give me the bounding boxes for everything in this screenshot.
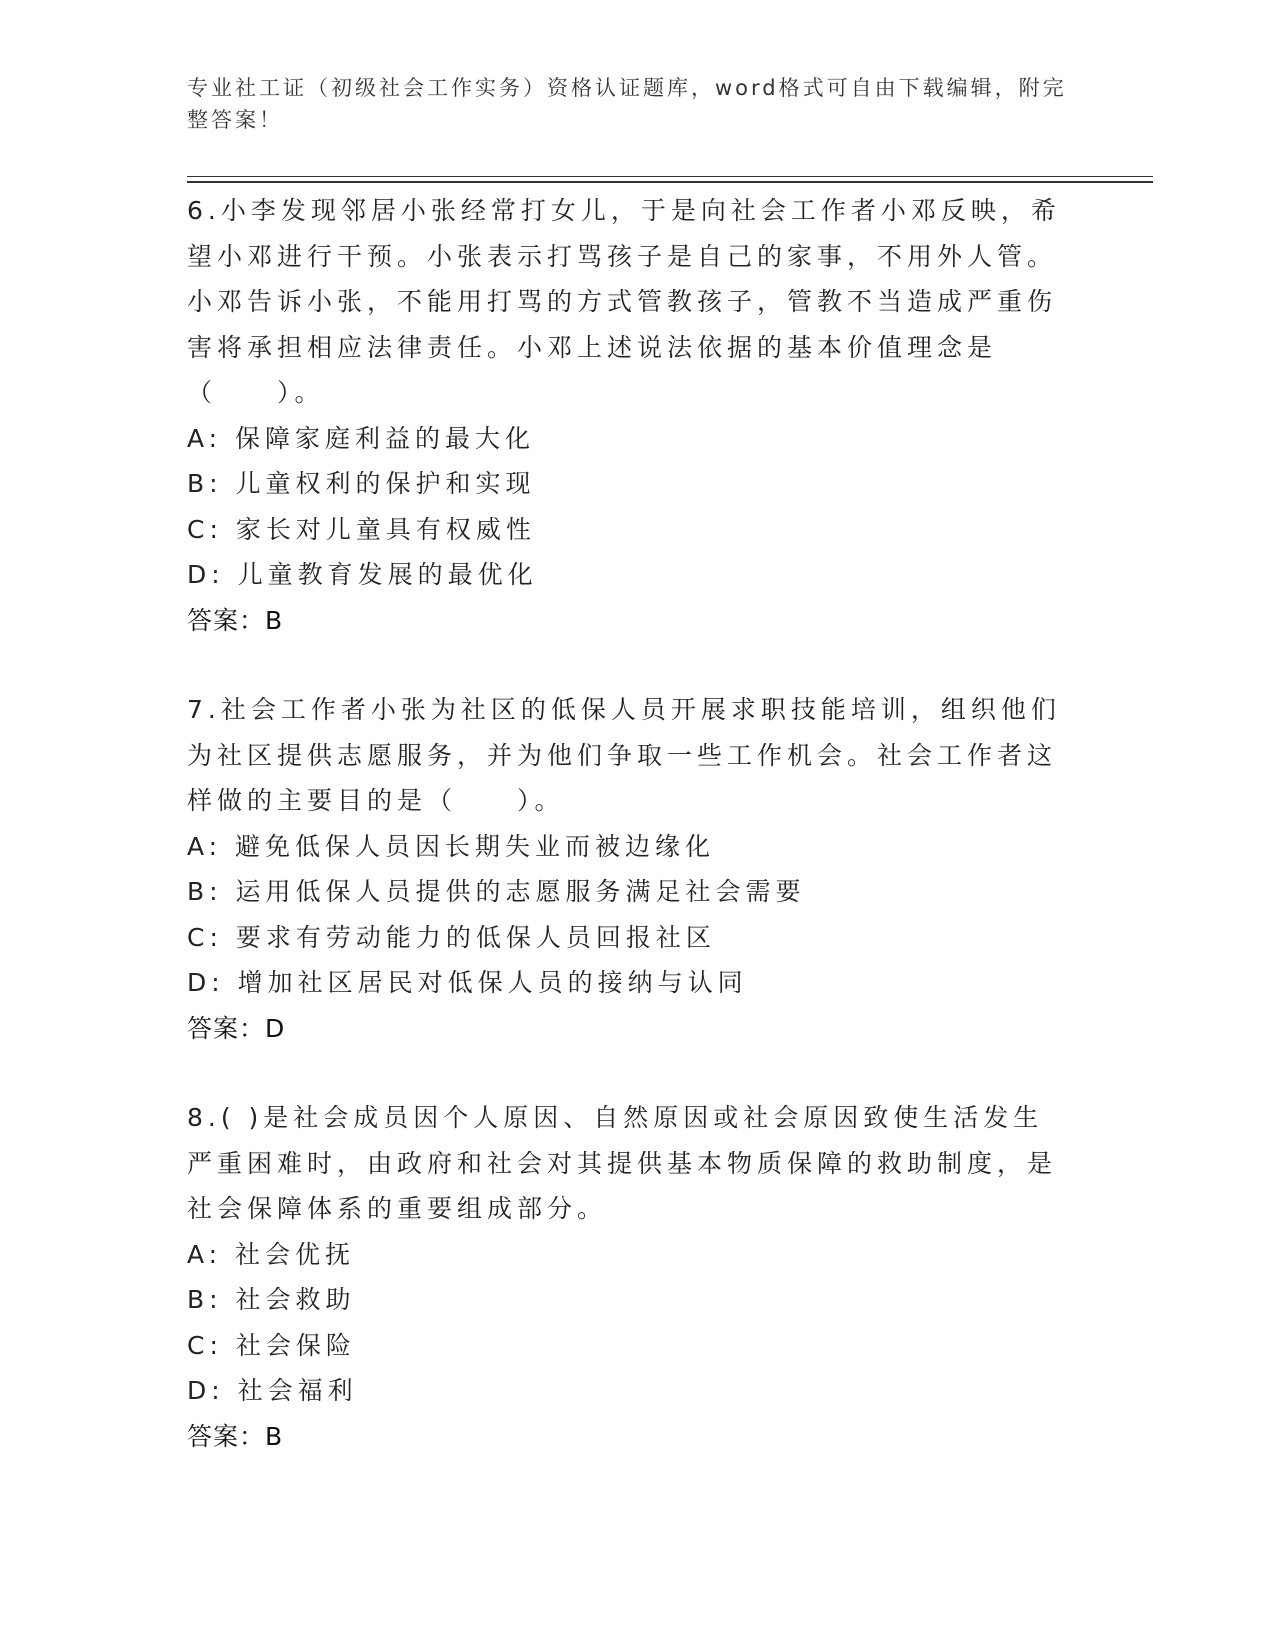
question-stem: 7.社会工作者小张为社区的低保人员开展求职技能培训，组织他们为社区提供志愿服务，并为他们争取一些工作机会。社会工作者这样做的主要目的是（ ）。 [187,695,1061,815]
option-a: A: 避免低保人员因长期失业而被边缘化 [187,831,716,861]
answer-label: 答案：B [187,1421,284,1451]
option-b: B: 运用低保人员提供的志愿服务满足社会需要 [187,877,806,906]
option-d: D: 增加社区居民对低保人员的接纳与认同 [187,968,748,997]
question-stem: 8.( )是社会成员因个人原因、自然原因或社会原因致使生活发生严重困难时，由政府和社会对其提供基本物质保障的救助制度，是社会保障体系的重要组成部分。 [187,1103,1058,1223]
header-rule-thin [187,176,1153,177]
question-7 [187,687,1067,1051]
option-c: C: 家长对儿童具有权威性 [187,514,536,544]
option-c: C: 要求有劳动能力的低保人员回报社区 [187,922,716,952]
option-a: A: 社会优抚 [187,1239,356,1269]
option-b: B: 儿童权利的保护和实现 [187,469,536,498]
question-stem: 6.小李发现邻居小张经常打女儿，于是向社会工作者小邓反映，希望小邓进行干预。小张表示打骂孩子是自己的家事，不用外人管。小邓告诉小张，不能用打骂的方式管教孩子，管教不当造成严重伤害将承担相应法律责任。小邓上述说法依据的基本价值理念是（ ）。 [187,196,1061,407]
option-d: D: 社会福利 [187,1376,358,1405]
answer-label: 答案：D [187,1013,286,1043]
question-list [187,188,1067,1503]
page-header: 专业社工证（初级社会工作实务）资格认证题库，word格式可自由下载编辑，附完整答案！ [187,76,1067,132]
option-d: D: 儿童教育发展的最优化 [187,560,538,589]
option-c: C: 社会保险 [187,1330,356,1360]
header-rule-thick [187,181,1153,183]
question-6 [187,188,1067,643]
option-b: B: 社会救助 [187,1285,356,1314]
option-a: A: 保障家庭利益的最大化 [187,423,536,453]
question-8 [187,1095,1067,1459]
answer-label: 答案：B [187,605,284,635]
